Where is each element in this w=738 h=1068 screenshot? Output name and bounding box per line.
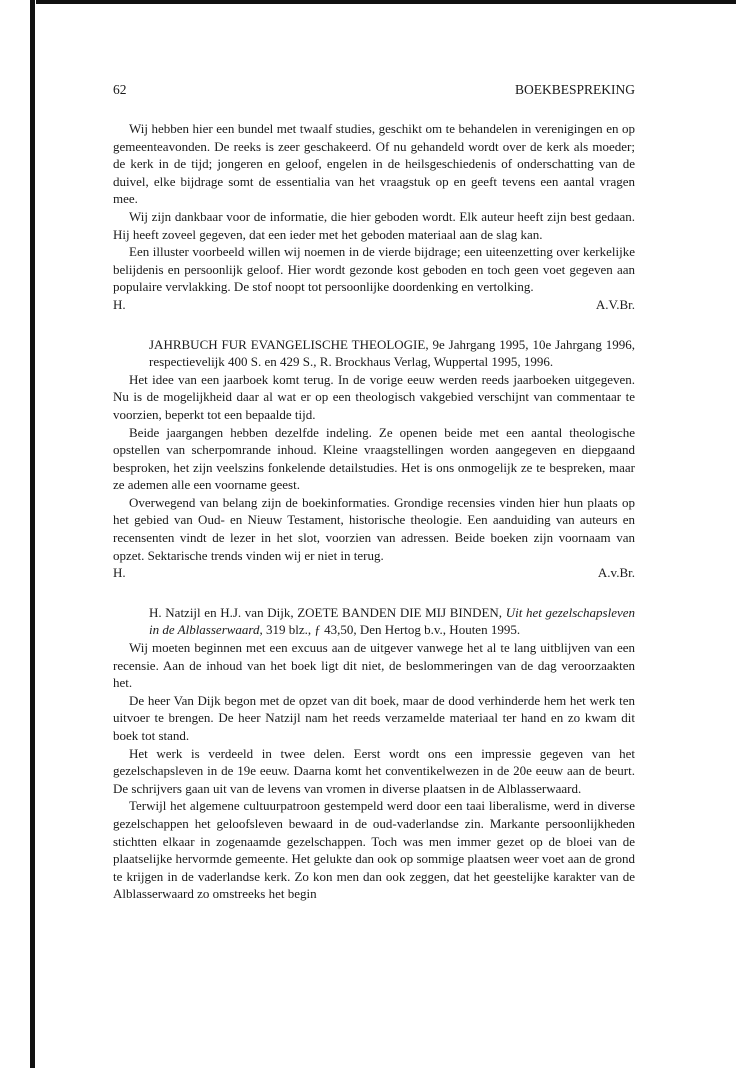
scan-edge-left	[30, 0, 35, 1068]
review-2-paragraph: Het idee van een jaarboek komt terug. In de vorige eeuw werden reeds jaarboeken uitgegeven. Nu is de mogelijkheid daar al wat er op een theologisch vakgebied verschijnt van commentaar te voorzien, beperkt tot een bepaalde tijd.	[113, 371, 635, 422]
signature-reviewer: A.v.Br.	[597, 565, 635, 581]
review-3-paragraph: Wij moeten beginnen met een excuus aan de uitgever vanwege het al te lang uitblijven van een recensie. Aan de inhoud van het boek ligt dit niet, de beslommeringen van de dag veroorzaakten het.	[113, 640, 635, 691]
bib-authors-title: H. Natzijl en H.J. van Dijk, ZOETE BANDEN DIE MIJ BINDEN,	[149, 604, 506, 620]
signature-reviewer: A.V.Br.	[595, 296, 635, 312]
review-3-bibliography	[149, 604, 635, 639]
review-2-paragraph: Overwegend van belang zijn de boekinformaties. Grondige recensies vinden hier hun plaats op het gebied van Oud- en Nieuw Testament, historische theologie. Een aanduiding van auteurs en recensenten vindt de lezer in het slot, voorzien van adressen. Beide boeken zijn voornaam van opzet. Sektarische trends vinden wij er niet in terug.	[113, 494, 635, 563]
review-3-paragraph: De heer Van Dijk begon met de opzet van dit boek, maar de dood verhinderde hem het werk ten uitvoer te brengen. De heer Natzijl nam het reeds verzamelde materiaal ter hand en zo kwam dit boek tot stand.	[113, 692, 635, 743]
bib-publication-details: 319 blz., ƒ 43,50, Den Hertog b.v., Houten 1995.	[262, 622, 521, 638]
review-3-paragraph: Terwijl het algemene cultuurpatroon gestempeld werd door een taai liberalisme, werd in diverse gezelschappen het geloofsleven bewaard in de oud-vaderlandse zin. Markante persoonlijkheden stichtten elkaar in zogenaamde gezelschappen. Toch was men immer gezet op de bloei van de plaatselijke hervormde gemeente. Het gelukte dan ook op sommige plaatsen weer voet aan de grond te krijgen in de vaderlandse kerk. Zo kon men dan ook zeggen, dat het geestelijke karakter van de Alblasserwaard zo omstreeks het begin	[113, 798, 635, 902]
review-2-signature	[113, 564, 635, 582]
signature-initial: H.	[113, 565, 126, 581]
review-2	[113, 336, 635, 582]
page	[113, 82, 635, 903]
review-2-paragraph: Beide jaargangen hebben dezelfde indeling. Ze openen beide met een aantal theologische opstellen van scherpomrande inhoud. Kleine vraagstellingen worden aangegeven en diepgaand besproken, het zijn veelszins fonkelende detailstudies. Het is ons onmogelijk ze te bespreken, maar ze ademen alle een voorname geest.	[113, 424, 635, 493]
review-1-paragraph: Wij hebben hier een bundel met twaalf studies, geschikt om te behandelen in verenigingen en op gemeenteavonden. De reeks is zeer geschakeerd. Of nu gehandeld wordt over de kerk als moeder; de kerk in de tijd; jongeren en geloof, engelen in de heilsgeschiedenis of onderschatting van de duivel, elke bijdrage somt de essentialia van het vraagstuk op en geeft tevens een aantal vragen mee.	[113, 121, 635, 207]
review-1-signature	[113, 296, 635, 314]
signature-initial: H.	[113, 296, 126, 312]
page-header	[113, 82, 635, 98]
scan-edge-top	[36, 0, 736, 4]
running-title: BOEKBESPREKING	[514, 82, 635, 97]
bib-subtitle: Uit het gezelschapsleven in de Alblasserwaard,	[149, 604, 636, 638]
page-number: 62	[113, 82, 127, 97]
review-3	[113, 604, 635, 903]
review-1-paragraph: Wij zijn dankbaar voor de informatie, die hier geboden wordt. Elk auteur heeft zijn best gedaan. Hij heeft zoveel gegeven, dat een ieder met het geboden materiaal aan de slag kan.	[113, 208, 635, 242]
review-2-bibliography: JAHRBUCH FUR EVANGELISCHE THEOLOGIE, 9e Jahrgang 1995, 10e Jahrgang 1996, respectievelijk 400 S. en 429 S., R. Brockhaus Verlag, Wuppertal 1995, 1996.	[149, 336, 635, 370]
review-1	[113, 120, 635, 314]
review-1-paragraph: Een illuster voorbeeld willen wij noemen in de vierde bijdrage; een uiteenzetting over kerkelijke belijdenis en persoonlijk geloof. Hier wordt gezonde kost geboden en toch geen voet gegeven aan populaire vervlakking. De stof noopt tot persoonlijke doordenking en vertolking.	[113, 244, 635, 295]
review-3-paragraph: Het werk is verdeeld in twee delen. Eerst wordt ons een impressie gegeven van het gezelschapsleven in de 19e eeuw. Daarna komt het conventikelwezen in de 20e eeuw aan de beurt. De schrijvers gaan uit van de levens van vromen in diverse plaatsen in de Alblasserwaard.	[113, 745, 635, 796]
